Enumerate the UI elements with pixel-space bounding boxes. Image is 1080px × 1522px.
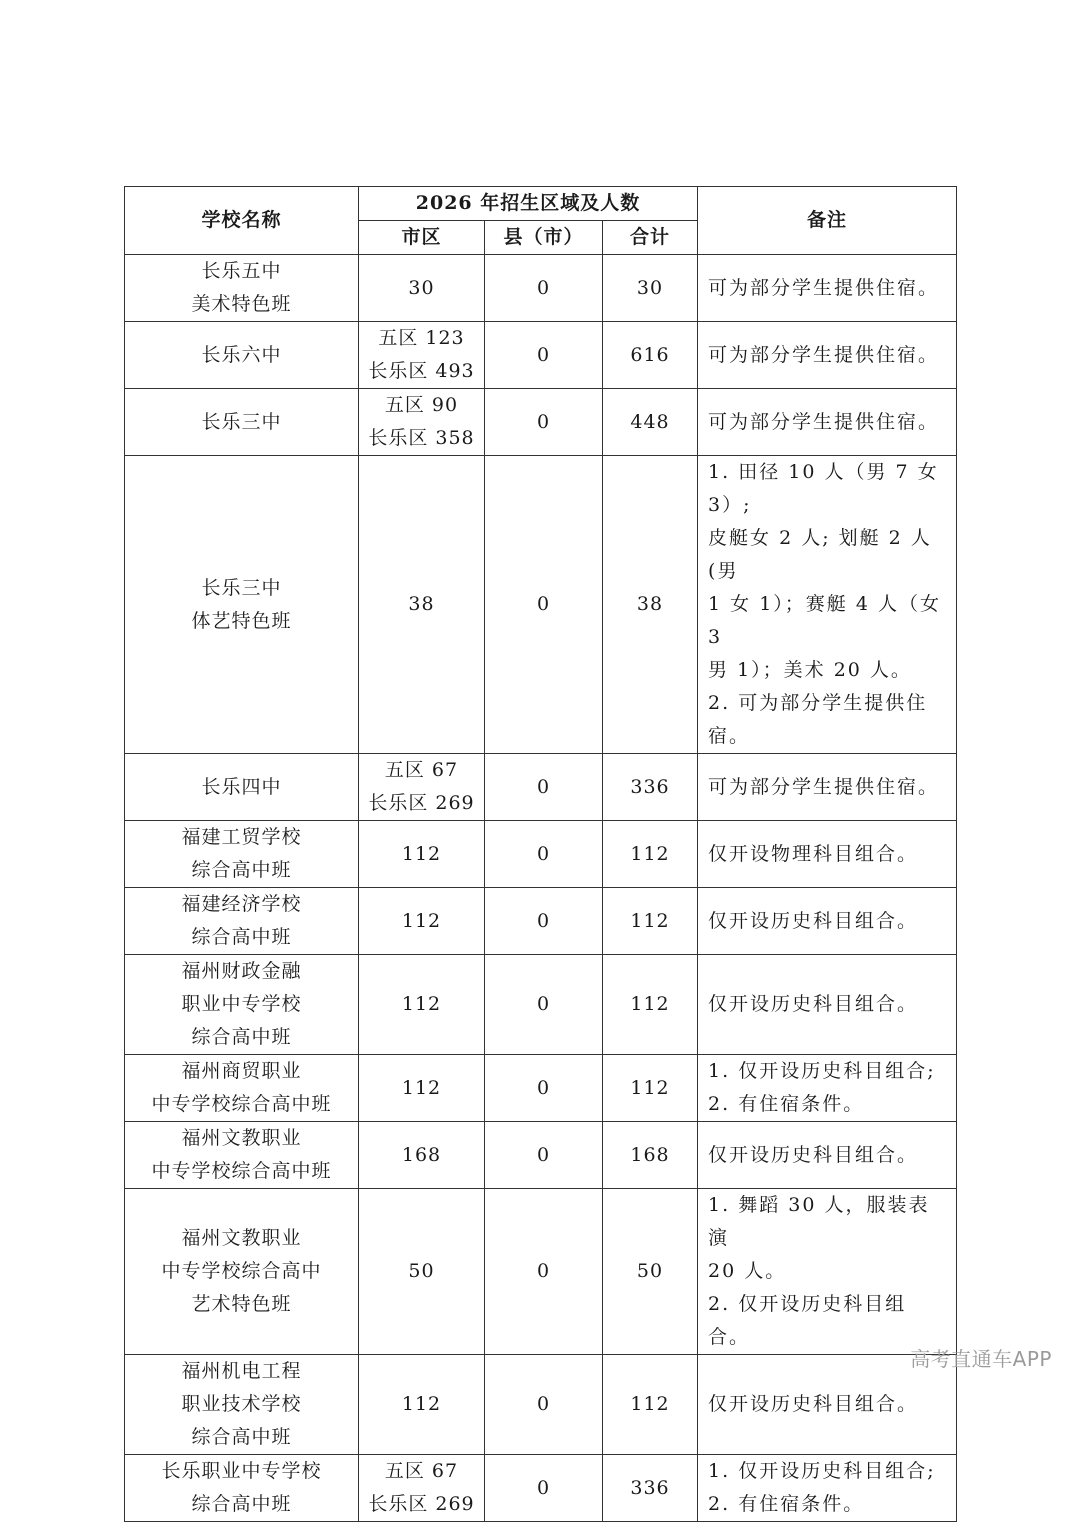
remarks-cell [698,389,957,456]
total-count-cell: 30 [603,255,698,322]
city-count-cell-line: 30 [408,276,435,299]
header-county: 县（市） [485,221,603,255]
county-count-cell: 0 [485,754,603,821]
county-count-cell: 0 [485,1122,603,1189]
county-count-cell: 0 [485,821,603,888]
remarks-cell-line: 可为部分学生提供住宿。 [708,775,940,798]
remarks-cell [698,955,957,1055]
table-row [125,955,957,1055]
school-name-cell [125,821,359,888]
school-name-cell-line: 福建经济学校 [181,893,302,915]
school-name-cell-line: 中专学校综合高中班 [151,1093,332,1115]
city-count-cell [359,1055,485,1122]
total-count-cell: 112 [603,888,698,955]
county-count-cell: 0 [485,1455,603,1522]
total-count-cell: 38 [603,456,698,754]
city-count-cell [359,255,485,322]
school-name-cell-line: 福州财政金融 [181,960,302,982]
county-count-cell: 0 [485,322,603,389]
city-count-cell [359,1355,485,1455]
school-name-cell-line: 福州文教职业 [181,1227,302,1249]
remarks-cell-line: 2. 可为部分学生提供住 [708,692,928,714]
city-count-cell-line: 112 [401,909,442,932]
school-name-cell-line: 艺术特色班 [191,1293,292,1315]
remarks-cell [698,456,957,754]
school-name-cell [125,754,359,821]
remarks-cell [698,1455,957,1522]
city-count-cell [359,1189,485,1355]
city-count-cell-line: 五区 123 [378,327,465,349]
school-name-cell [125,888,359,955]
enrollment-table [124,186,957,1522]
county-count-cell: 0 [485,1355,603,1455]
remarks-cell-line: 仅开设物理科目组合。 [708,842,919,865]
table-row [125,1055,957,1122]
header-total: 合计 [603,221,698,255]
county-count-cell: 0 [485,888,603,955]
school-name-cell-line: 综合高中班 [191,859,292,881]
remarks-cell [698,322,957,389]
school-name-cell-line: 长乐三中 [201,410,282,433]
school-name-cell-line: 福州文教职业 [181,1127,302,1149]
table-row [125,322,957,389]
city-count-cell-line: 五区 67 [384,1460,459,1482]
school-name-cell-line: 福建工贸学校 [181,826,302,848]
school-name-cell [125,1189,359,1355]
school-name-cell-line: 福州商贸职业 [181,1060,302,1082]
city-count-cell-line: 长乐区 269 [368,1493,475,1515]
city-count-cell-line: 112 [401,842,442,865]
remarks-cell [698,821,957,888]
school-name-cell-line: 长乐五中 [201,260,282,282]
city-count-cell [359,389,485,456]
city-count-cell [359,888,485,955]
school-name-cell-line: 体艺特色班 [191,609,292,632]
remarks-cell-line: 2. 有住宿条件。 [708,1493,865,1515]
school-name-cell [125,389,359,456]
city-count-cell-line: 长乐区 358 [368,427,475,449]
table-row [125,456,957,754]
table-row [125,389,957,456]
county-count-cell: 0 [485,255,603,322]
remarks-cell-line: 可为部分学生提供住宿。 [708,343,940,366]
remarks-cell [698,255,957,322]
city-count-cell [359,955,485,1055]
school-name-cell [125,456,359,754]
remarks-cell-line: 1. 舞蹈 30 人，服装表演 [708,1194,930,1249]
header-school-name: 学校名称 [125,187,359,255]
remarks-cell-line: 可为部分学生提供住宿。 [708,276,940,299]
remarks-cell-line: 宿。 [708,725,751,747]
remarks-cell-line: 仅开设历史科目组合。 [708,993,919,1015]
city-count-cell [359,322,485,389]
city-count-cell-line: 五区 67 [384,759,459,781]
city-count-cell-line: 长乐区 493 [368,360,475,382]
total-count-cell: 616 [603,322,698,389]
school-name-cell [125,255,359,322]
table-row [125,821,957,888]
city-count-cell-line: 50 [408,1260,435,1282]
school-name-cell-line: 长乐四中 [201,775,282,798]
total-count-cell: 112 [603,1355,698,1455]
watermark: 高考直通车APP [910,1347,1052,1371]
county-count-cell: 0 [485,389,603,456]
remarks-cell [698,1189,957,1355]
table-row [125,1122,957,1189]
school-name-cell-line: 中专学校综合高中 [161,1260,322,1282]
city-count-cell [359,456,485,754]
city-count-cell-line: 38 [408,593,435,615]
city-count-cell [359,821,485,888]
enrollment-table-container [124,186,956,1522]
school-name-cell-line: 中专学校综合高中班 [151,1160,332,1182]
remarks-cell-line: 1. 仅开设历史科目组合; [708,1460,936,1482]
city-count-cell-line: 112 [401,1393,442,1415]
remarks-cell-line: 男 1）；美术 20 人。 [708,659,912,681]
remarks-cell-line: 2. 仅开设历史科目组合。 [708,1293,907,1348]
remarks-cell-line: 1 女 1）；赛艇 4 人（女 3 [708,593,941,648]
school-name-cell-line: 综合高中班 [191,926,292,948]
table-row [125,255,957,322]
remarks-cell-line: 皮艇女 2 人; 划艇 2 人(男 [708,527,932,582]
city-count-cell-line: 五区 90 [384,394,459,416]
school-name-cell-line: 福州机电工程 [181,1360,302,1382]
school-name-cell [125,1455,359,1522]
school-name-cell-line: 长乐六中 [201,343,282,366]
table-row [125,1355,957,1455]
header-region-title: 2026 年招生区域及人数 [359,187,698,221]
school-name-cell-line: 职业中专学校 [181,993,302,1015]
remarks-cell-line: 2. 有住宿条件。 [708,1093,865,1115]
city-count-cell [359,1122,485,1189]
county-count-cell: 0 [485,1189,603,1355]
city-count-cell [359,754,485,821]
table-row [125,888,957,955]
remarks-cell-line: 仅开设历史科目组合。 [708,1393,919,1415]
remarks-cell-line: 20 人。 [708,1260,787,1282]
remarks-cell-line: 可为部分学生提供住宿。 [708,410,940,433]
table-row [125,754,957,821]
school-name-cell-line: 职业技术学校 [181,1393,302,1415]
city-count-cell-line: 112 [401,993,442,1015]
total-count-cell: 50 [603,1189,698,1355]
school-name-cell-line: 综合高中班 [191,1426,292,1448]
school-name-cell-line: 综合高中班 [191,1493,292,1515]
school-name-cell-line: 长乐三中 [201,576,282,599]
school-name-cell-line: 长乐职业中专学校 [161,1460,322,1482]
header-city: 市区 [359,221,485,255]
total-count-cell: 168 [603,1122,698,1189]
remarks-cell [698,754,957,821]
school-name-cell-line: 综合高中班 [191,1026,292,1048]
city-count-cell-line: 168 [401,1143,442,1166]
school-name-cell [125,1355,359,1455]
city-count-cell-line: 112 [401,1076,442,1099]
school-name-cell [125,1055,359,1122]
school-name-cell [125,1122,359,1189]
city-count-cell [359,1455,485,1522]
table-row [125,1189,957,1355]
county-count-cell: 0 [485,1055,603,1122]
county-count-cell: 0 [485,955,603,1055]
total-count-cell: 112 [603,1055,698,1122]
remarks-cell-line: 1. 田径 10 人（男 7 女 3）; [708,461,939,516]
header-remarks: 备注 [698,187,957,255]
table-row [125,1455,957,1522]
remarks-cell [698,1122,957,1189]
total-count-cell: 336 [603,1455,698,1522]
total-count-cell: 336 [603,754,698,821]
remarks-cell-line: 仅开设历史科目组合。 [708,1143,919,1166]
total-count-cell: 112 [603,821,698,888]
city-count-cell-line: 长乐区 269 [368,792,475,814]
total-count-cell: 112 [603,955,698,1055]
remarks-cell-line: 1. 仅开设历史科目组合; [708,1060,936,1082]
table-body [125,255,957,1522]
school-name-cell [125,322,359,389]
remarks-cell-line: 仅开设历史科目组合。 [708,909,919,932]
remarks-cell [698,888,957,955]
school-name-cell-line: 美术特色班 [191,293,292,315]
remarks-cell [698,1055,957,1122]
total-count-cell: 448 [603,389,698,456]
county-count-cell: 0 [485,456,603,754]
school-name-cell [125,955,359,1055]
